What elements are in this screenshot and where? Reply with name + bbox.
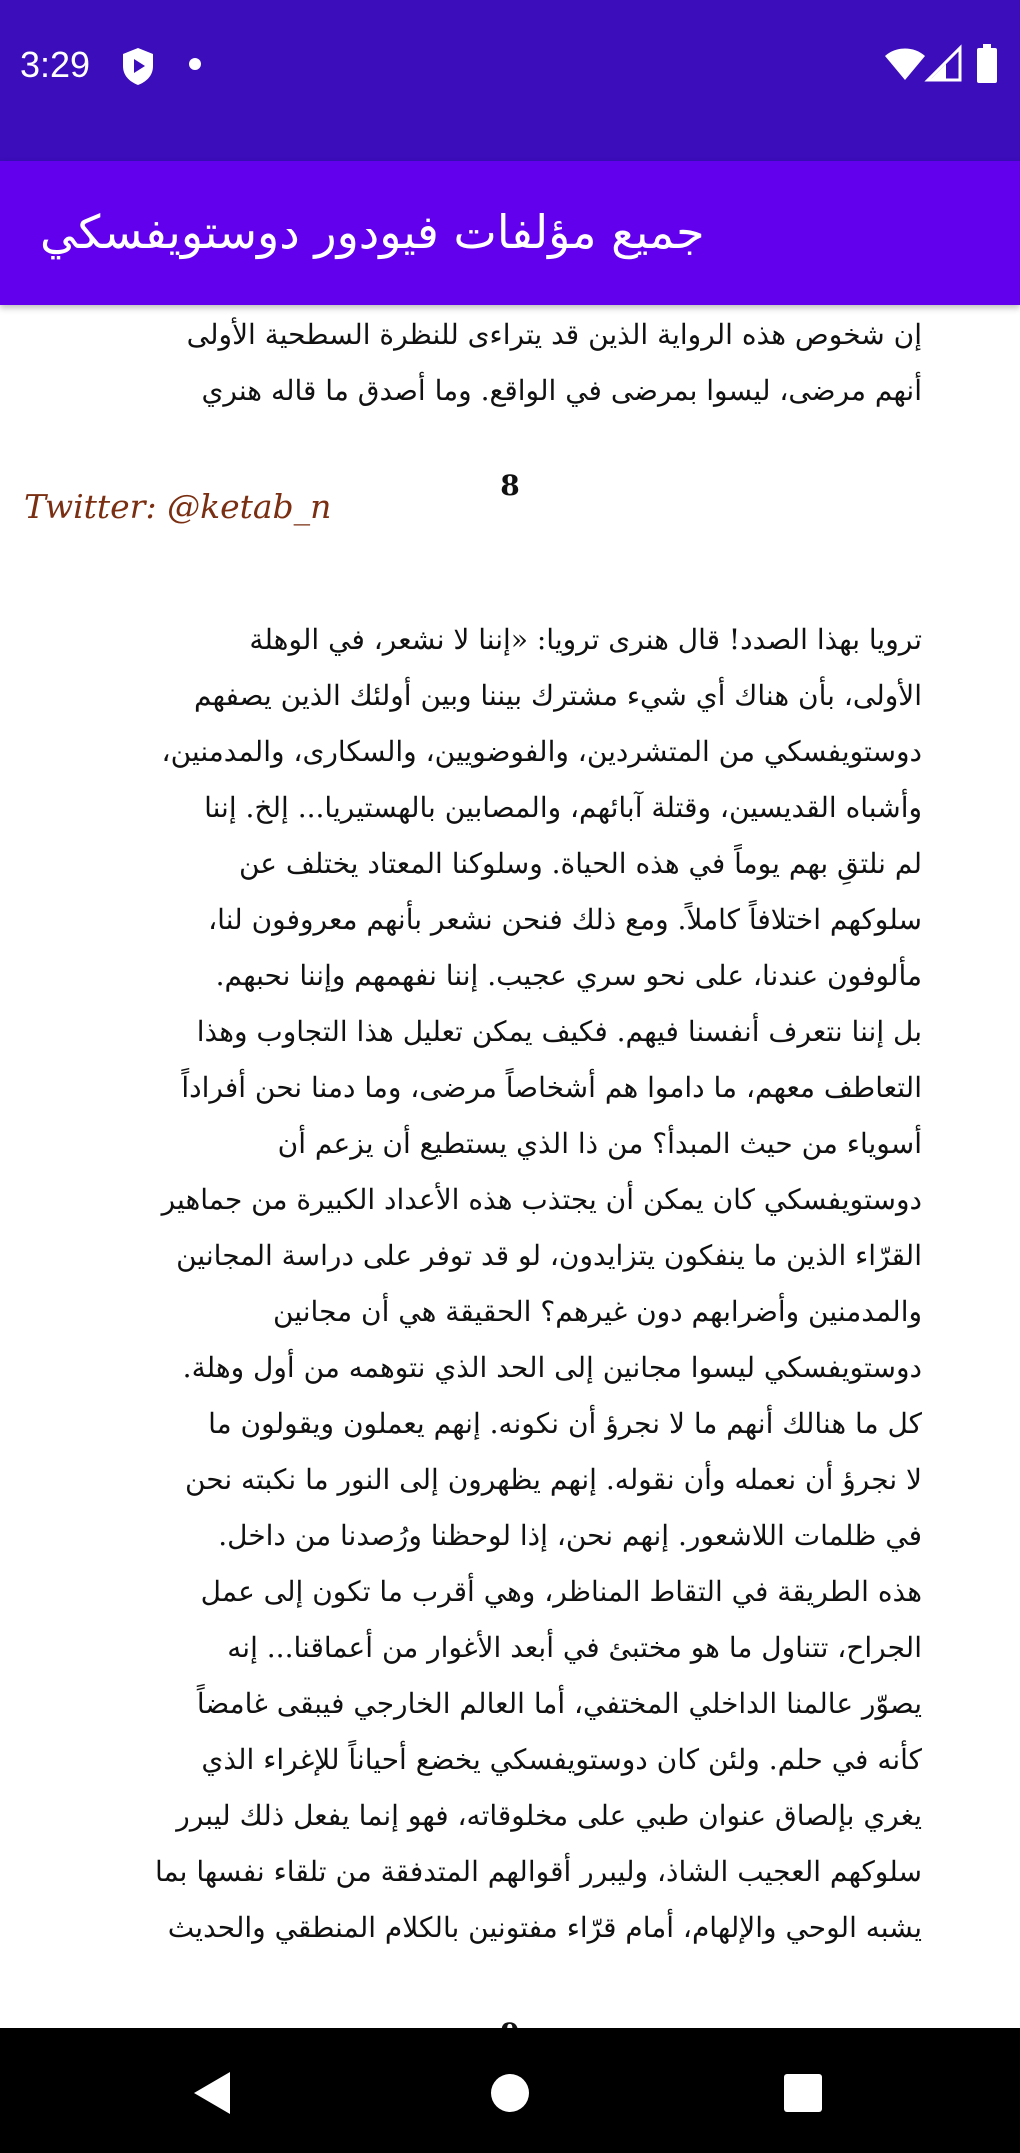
text-line: يغري بإلصاق عنوان طبي على مخلوقاته، فهو إنما يفعل ذلك ليبرر: [176, 1799, 922, 1832]
back-icon[interactable]: [178, 2058, 248, 2128]
text-line: التعاطف معهم، ما داموا هم أشخاصاً مرضى، وما دمنا نحن أفراداً: [181, 1071, 922, 1104]
text-line: سلوكهم اختلافاً كاملاً. ومع ذلك فنحن نشعر بأنهم معروفون لنا،: [208, 903, 922, 936]
wifi-icon: [884, 46, 926, 82]
text-line: يشبه الوحي والإلهام، أمام قرّاء مفتونين بالكلام المنطقي والحديث: [167, 1911, 922, 1944]
text-line: والمدمنين وأضرابهم دون غيرهم؟ الحقيقة هي أن مجانين: [272, 1295, 922, 1328]
text-line: يصوّر عالمنا الداخلي المختفي، أما العالم الخارجي فيبقى غامضاً: [196, 1687, 922, 1720]
text-line: القرّاء الذين ما ينفكون يتزايدون، لو قد توفر على دراسة المجانين: [176, 1239, 922, 1272]
text-line: أنهم مرضى، ليسوا بمرضى في الواقع. وما أصدق ما قاله هنري: [201, 374, 922, 407]
text-line: وأشباه القديسين، وقتلة آبائهم، والمصابين بالهستيريا... إلخ. إننا: [204, 791, 922, 824]
text-line: بل إننا نتعرف أنفسنا فيهم. فكيف يمكن تعليل هذا التجاوب وهذا: [196, 1015, 922, 1048]
recents-icon[interactable]: [768, 2058, 838, 2128]
text-line: لا نجرؤ أن نعمله وأن نقوله. إنهم يظهرون إلى النور ما نكبته نحن: [184, 1463, 922, 1496]
text-line: الأولى، بأن هناك أي شيء مشترك بيننا وبين أولئك الذين يصفهم: [193, 679, 922, 712]
text-line: كل ما هنالك أنهم ما لا نجرؤ أن نكونه. إنهم يعملون ويقولون ما: [208, 1407, 922, 1440]
text-line: ترويا بهذا الصدد! قال هنرى ترويا: «إننا لا نشعر، في الوهلة: [249, 623, 922, 656]
text-line: دوستويفسكي ليسوا مجانين إلى الحد الذي نتوهمه من أول وهلة.: [182, 1351, 922, 1384]
text-line: في ظلمات اللاشعور. إنهم نحن، إذا لوحظنا ورُصدنا من داخل.: [218, 1519, 922, 1552]
text-line: مألوفون عندنا، على نحو سري عجيب. إننا نفهمهم وإننا نحبهم.: [215, 959, 922, 992]
text-line: كأنه في حلم. ولئن كان دوستويفسكي يخضع أحياناً للإغراء الذي: [201, 1743, 922, 1776]
navigation-bar: [0, 2028, 1020, 2153]
text-line: دوستويفسكي من المتشردين، والفوضويين، والسكارى، والمدمنين،: [161, 735, 922, 768]
text-line: سلوكهم العجيب الشاذ، وليبرر أقوالهم المتدفقة من تلقاء نفسها بما: [154, 1855, 922, 1888]
app-bar: [0, 161, 1020, 305]
body-paragraph: [96, 612, 922, 1956]
home-icon[interactable]: [475, 2058, 545, 2128]
text-line: أسوياء من حيث المبدأ؟ من ذا الذي يستطيع أن يزعم أن: [277, 1127, 922, 1160]
shield-play-icon: [120, 46, 156, 86]
text-line: لم نلتقِ بهم يوماً في هذه الحياة. وسلوكنا المعتاد يختلف عن: [238, 847, 922, 880]
text-line: هذه الطريقة في التقاط المناظر، وهي أقرب ما تكون إلى عمل: [200, 1575, 922, 1608]
text-line: دوستويفسكي كان يمكن أن يجتذب هذه الأعداد الكبيرة من جماهير: [161, 1183, 922, 1216]
app-title: جميع مؤلفات فيودور دوستويفسكي: [40, 205, 705, 259]
text-line: الجراح، تتناول ما هو مختبئ في أبعد الأغوار من أعماقنا... إنه: [227, 1631, 922, 1664]
signal-icon: [926, 46, 962, 82]
status-time: 3:29: [20, 44, 91, 85]
page-number: 8: [500, 469, 520, 502]
status-bar: [0, 0, 1020, 161]
twitter-watermark: Twitter: @ketab_n: [24, 487, 332, 526]
dot-icon: [188, 57, 202, 71]
book-page[interactable]: [0, 305, 1020, 2028]
text-line: إن شخوص هذه الرواية الذين قد يتراءى للنظرة السطحية الأولى: [186, 318, 922, 351]
battery-icon: [976, 44, 998, 84]
top-paragraph: [96, 307, 922, 419]
